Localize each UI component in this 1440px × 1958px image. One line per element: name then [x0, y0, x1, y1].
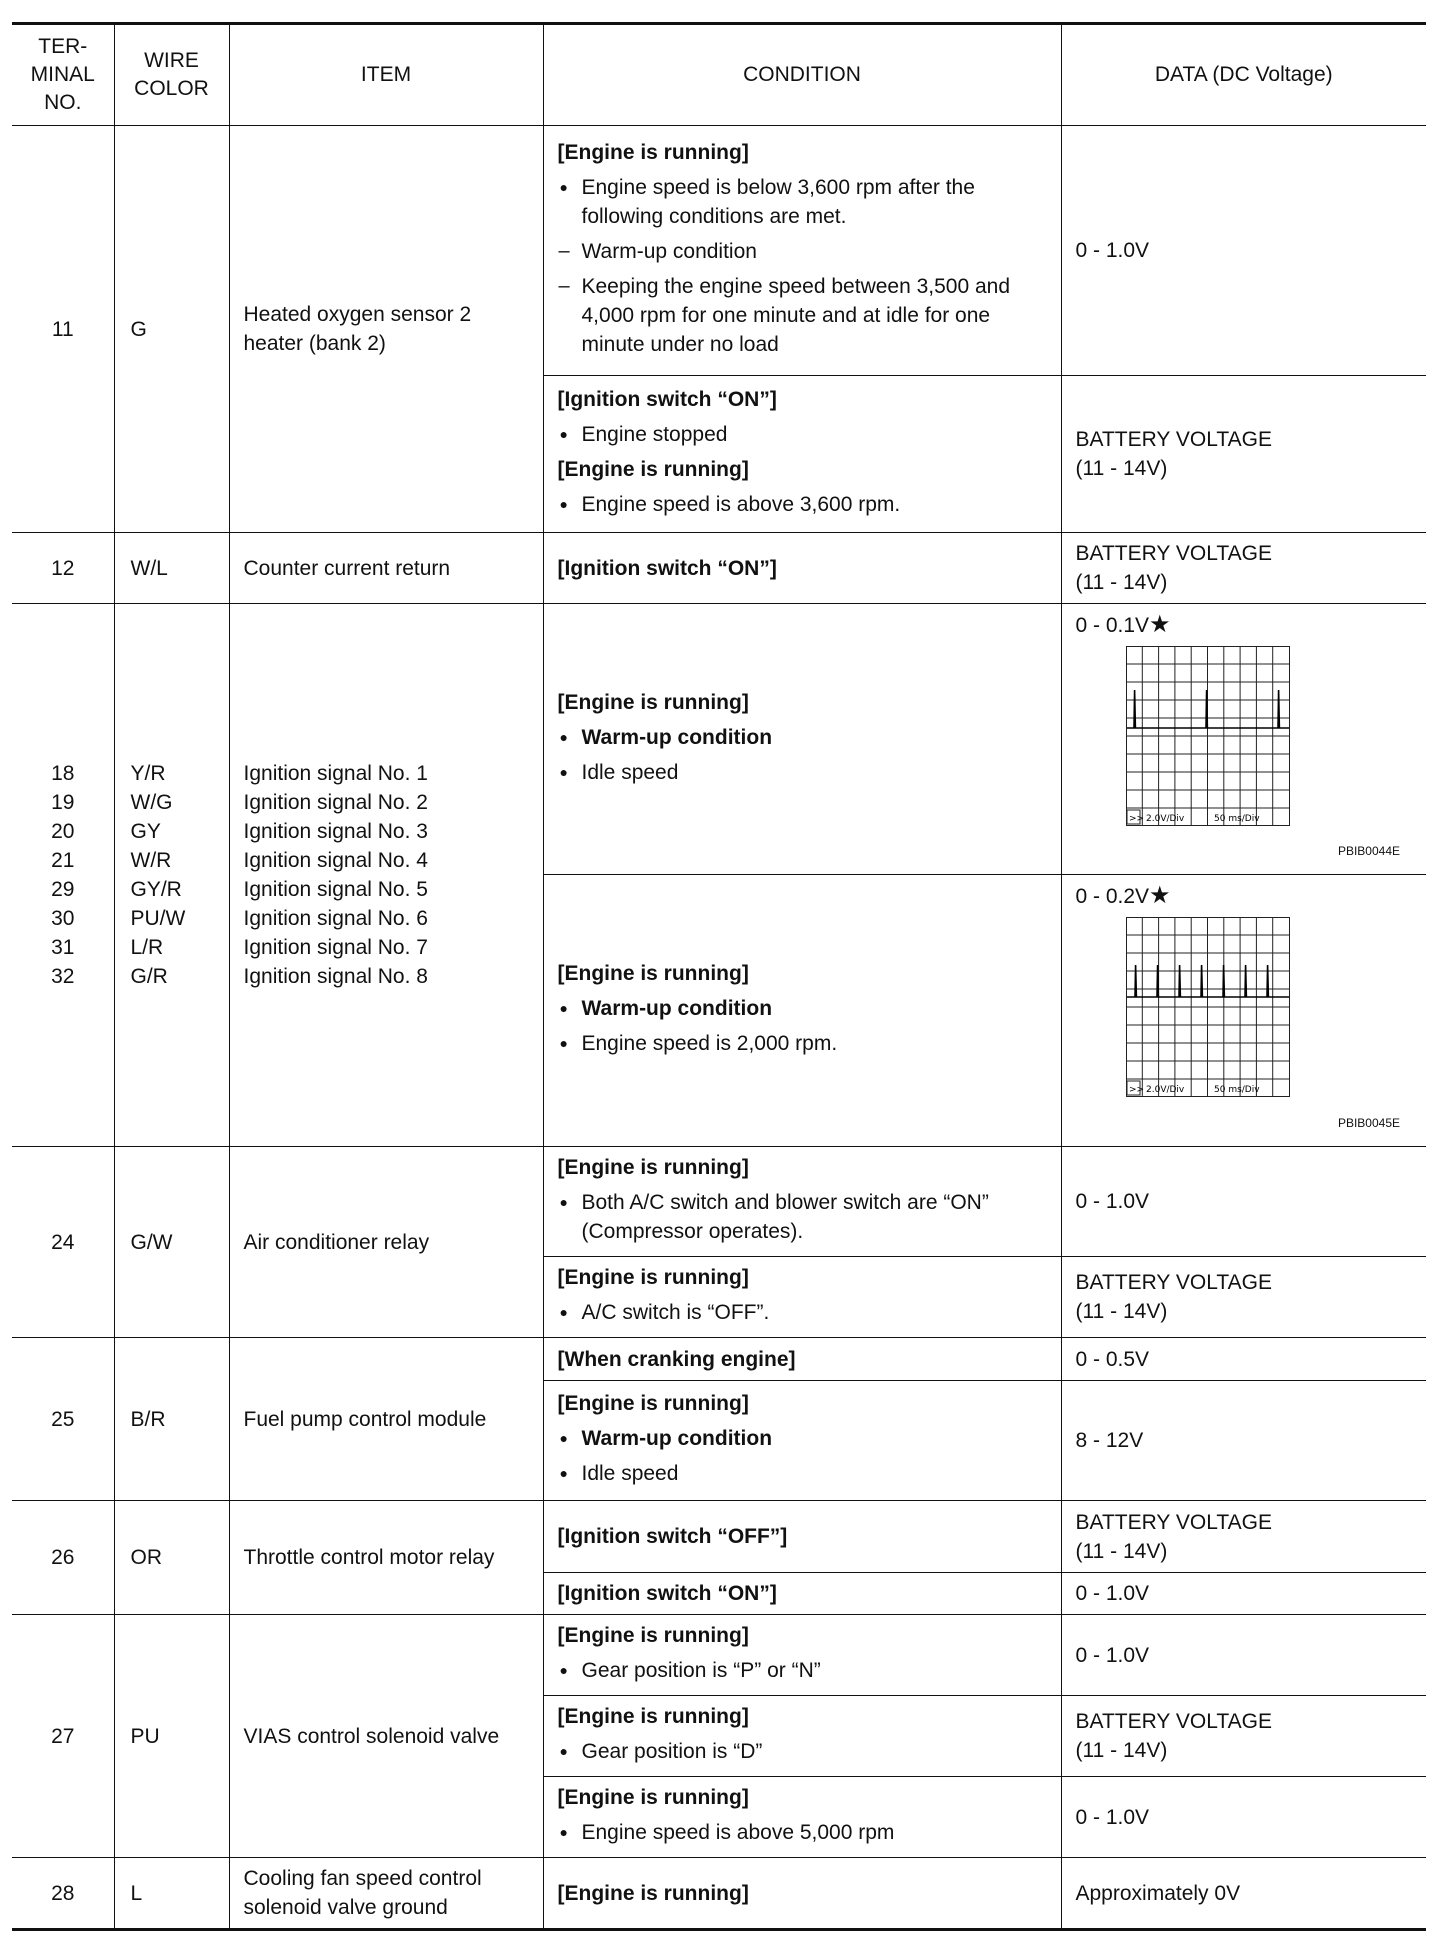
ecm-terminal-table [12, 22, 1426, 1931]
item-name: Air conditioner relay [229, 1147, 543, 1338]
scope-volt-div: 2.0V/Div [1145, 814, 1184, 824]
data-value: BATTERY VOLTAGE (11 - 14V) [1061, 533, 1426, 604]
condition-heading: [Engine is running] [557, 1786, 749, 1809]
data-value: 0 - 1.0V [1061, 1777, 1426, 1858]
condition-heading: [Ignition switch “ON”] [557, 556, 777, 580]
table-row [12, 604, 1426, 875]
oscilloscope-waveform-idle [1126, 646, 1292, 826]
terminal-no: 12 [12, 533, 114, 604]
data-value: BATTERY VOLTAGE (11 - 14V) [1061, 1696, 1426, 1777]
data-value: 8 - 12V [1061, 1381, 1426, 1501]
wire-color: OR [114, 1501, 229, 1615]
condition-cell [543, 1696, 1061, 1777]
condition-bullet: ● Engine speed is 2,000 rpm. [558, 1029, 1049, 1058]
terminal-no: 26 [12, 1501, 114, 1615]
condition-heading: [Engine is running] [557, 1881, 749, 1905]
table-row [12, 126, 1426, 376]
condition-heading: [When cranking engine] [557, 1347, 796, 1371]
item-name: Fuel pump control module [229, 1338, 543, 1501]
wire-color: W/L [114, 533, 229, 604]
data-value: BATTERY VOLTAGE (11 - 14V) [1061, 1501, 1426, 1573]
header-condition: CONDITION [543, 24, 1061, 126]
condition-heading: [Engine is running] [557, 1156, 749, 1179]
condition-bullet: ● Gear position is “P” or “N” [558, 1656, 1049, 1685]
condition-heading: [Engine is running] [557, 962, 749, 985]
data-value: BATTERY VOLTAGE (11 - 14V) [1061, 376, 1426, 533]
terminal-no: 11 [12, 126, 114, 533]
waveform-cell [1061, 875, 1426, 1147]
condition-cell [543, 1858, 1061, 1930]
item-name: Counter current return [229, 533, 543, 604]
data-value: 0 - 0.2V [1075, 885, 1150, 908]
table-row [12, 1858, 1426, 1930]
table-row [12, 1501, 1426, 1573]
condition-bullet: ● Gear position is “D” [558, 1737, 1049, 1766]
data-value: 0 - 1.0V [1061, 1573, 1426, 1615]
condition-heading: [Engine is running] [557, 141, 749, 164]
wire-color-list: Y/R W/G GY W/R GY/R PU/W L/R G/R [114, 604, 229, 1147]
condition-bullet: ● A/C switch is “OFF”. [558, 1298, 1049, 1327]
header-data: DATA (DC Voltage) [1061, 24, 1426, 126]
condition-bullet: ● Engine speed is below 3,600 rpm after the following conditions are met. [558, 173, 1049, 231]
condition-dash-item: – Warm-up condition [558, 237, 1049, 266]
header-terminal: TER- MINAL NO. [12, 24, 114, 126]
wire-color: PU [114, 1615, 229, 1858]
data-value: 0 - 1.0V [1061, 1147, 1426, 1257]
condition-heading: [Engine is running] [557, 458, 749, 481]
condition-cell [543, 1777, 1061, 1858]
item-name: VIAS control solenoid valve [229, 1615, 543, 1858]
scope-time-div: 50 ms/Div [1213, 814, 1260, 824]
data-value: BATTERY VOLTAGE (11 - 14V) [1061, 1257, 1426, 1338]
condition-heading: [Engine is running] [557, 1705, 749, 1728]
header-item: ITEM [229, 24, 543, 126]
item-name: Cooling fan speed control solenoid valve ground [229, 1858, 543, 1930]
scope-grid [1126, 646, 1290, 826]
star-icon: ★ [1149, 611, 1171, 638]
condition-cell [543, 604, 1061, 875]
oscilloscope-waveform-2000rpm [1126, 917, 1292, 1097]
condition-cell [543, 1615, 1061, 1696]
condition-bullet: ● Engine speed is above 3,600 rpm. [558, 490, 1049, 519]
terminal-no: 28 [12, 1858, 114, 1930]
wire-color: L [114, 1858, 229, 1930]
scope-grid [1126, 917, 1290, 1097]
condition-dash-item: – Keeping the engine speed between 3,500 and 4,000 rpm for one minute and at idle for one minute under no load [558, 272, 1049, 359]
condition-bullet: ● Idle speed [558, 758, 1049, 787]
condition-bullet: ● Warm-up condition [558, 994, 1049, 1023]
wire-color: G/W [114, 1147, 229, 1338]
terminal-no: 25 [12, 1338, 114, 1501]
item-list: Ignition signal No. 1 Ignition signal No. 2 Ignition signal No. 3 Ignition signal No. 4 Ignition signal No. 5 Ignition signal No. 6 Ignition signal No. 7 Ignition signal No. 8 [229, 604, 543, 1147]
condition-bullet: ● Both A/C switch and blower switch are “ON” (Compressor operates). [558, 1188, 1049, 1246]
condition-cell [543, 126, 1061, 376]
condition-bullet: ● Engine stopped [558, 420, 1049, 449]
table-row [12, 1147, 1426, 1257]
table-row [12, 1338, 1426, 1381]
condition-cell [543, 1147, 1061, 1257]
star-icon: ★ [1149, 882, 1171, 909]
condition-cell [543, 1257, 1061, 1338]
condition-bullet: ● Idle speed [558, 1459, 1049, 1488]
terminal-no: 27 [12, 1615, 114, 1858]
data-value: 0 - 1.0V [1061, 1615, 1426, 1696]
table-row [12, 1615, 1426, 1696]
item-name: Throttle control motor relay [229, 1501, 543, 1615]
figure-id: PBIB0044E [1337, 844, 1400, 858]
scope-arrow-icon: >> [1128, 814, 1144, 824]
condition-heading: [Ignition switch “ON”] [557, 388, 777, 411]
condition-cell [543, 1338, 1061, 1381]
condition-heading: [Engine is running] [557, 1624, 749, 1647]
condition-bullet: ● Warm-up condition [558, 723, 1049, 752]
scope-volt-div: 2.0V/Div [1145, 1085, 1184, 1095]
table-row [12, 533, 1426, 604]
wire-color: G [114, 126, 229, 533]
item-name: Heated oxygen sensor 2 heater (bank 2) [229, 126, 543, 533]
header-row [12, 24, 1426, 126]
data-value: 0 - 0.5V [1061, 1338, 1426, 1381]
condition-cell [543, 533, 1061, 604]
condition-cell [543, 1501, 1061, 1573]
condition-cell [543, 1381, 1061, 1501]
condition-cell [543, 1573, 1061, 1615]
scope-time-div: 50 ms/Div [1213, 1085, 1260, 1095]
header-wire-color: WIRE COLOR [114, 24, 229, 126]
condition-heading: [Ignition switch “OFF”] [557, 1525, 788, 1548]
condition-bullet: ● Engine speed is above 5,000 rpm [558, 1818, 1049, 1847]
condition-cell [543, 875, 1061, 1147]
data-value: 0 - 1.0V [1061, 126, 1426, 376]
terminal-no: 24 [12, 1147, 114, 1338]
data-value: Approximately 0V [1061, 1858, 1426, 1930]
figure-id: PBIB0045E [1337, 1116, 1400, 1130]
wire-color: B/R [114, 1338, 229, 1501]
condition-heading: [Engine is running] [557, 690, 749, 714]
data-value: 0 - 0.1V [1075, 614, 1150, 637]
scope-arrow-icon: >> [1128, 1085, 1144, 1095]
condition-heading: [Engine is running] [557, 1392, 749, 1415]
condition-cell [543, 376, 1061, 533]
waveform-cell [1061, 604, 1426, 875]
condition-heading: [Engine is running] [557, 1266, 749, 1289]
terminal-list: 18 19 20 21 29 30 31 32 [12, 604, 114, 1147]
condition-bullet: ● Warm-up condition [558, 1424, 1049, 1453]
condition-heading: [Ignition switch “ON”] [557, 1582, 777, 1605]
